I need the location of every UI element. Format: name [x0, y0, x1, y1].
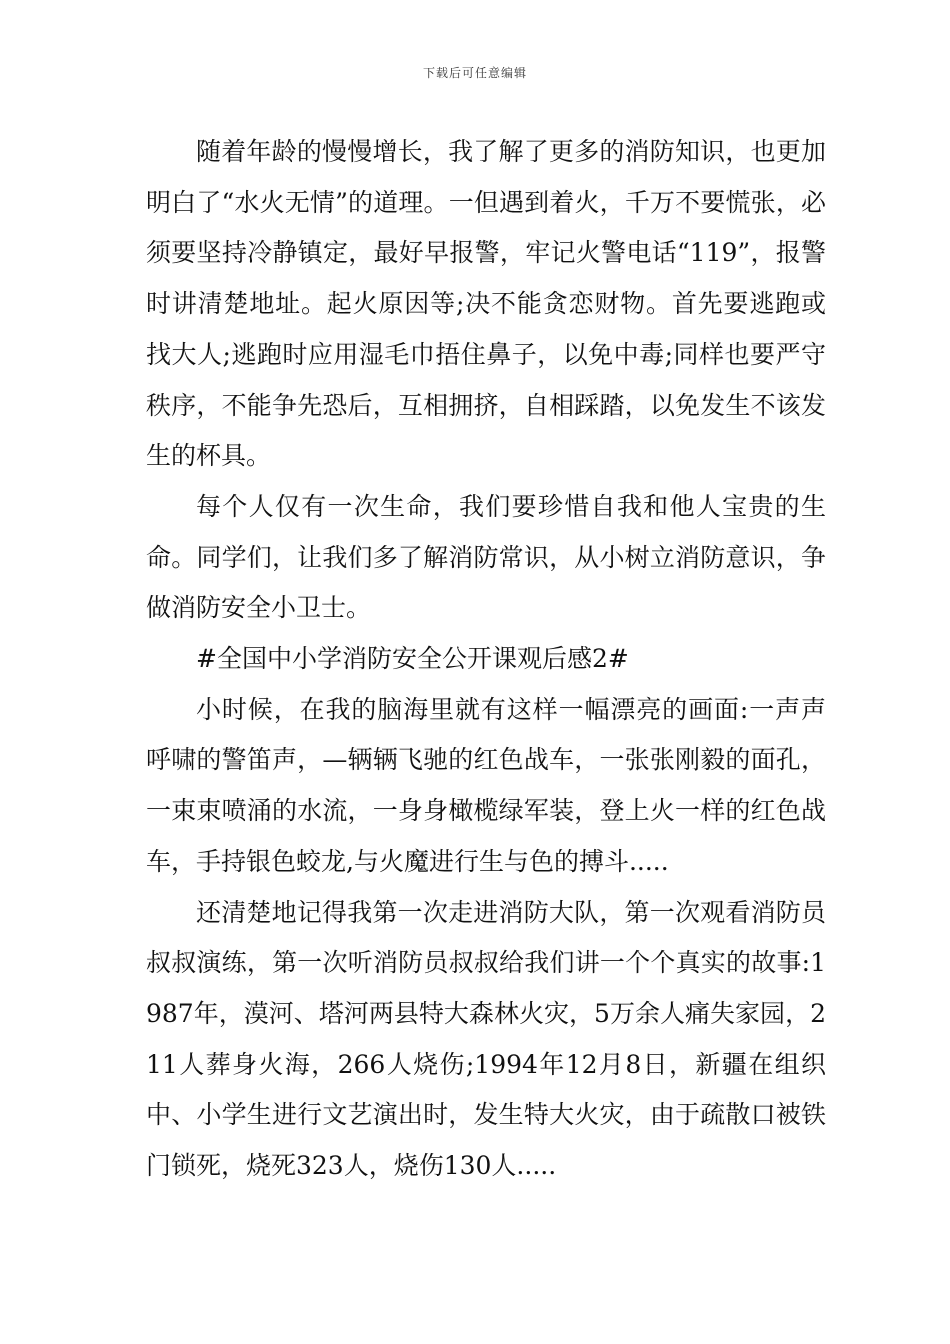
section-heading: #全国中小学消防安全公开课观后感2# [196, 644, 629, 674]
paragraph-cherish-life: 每个人仅有一次生命，我们要珍惜自我和他人宝贵的生命。同学们，让我们多了解消防常识，从小树立消防意识，争做消防安全小卫士。 [146, 491, 826, 623]
paragraph-fire-brigade-visit: 还清楚地记得我第一次走进消防大队，第一次观看消防员叔叔演练，第一次听消防员叔叔给我们讲一个个真实的故事:1987年，漠河、塔河两县特大森林火灾，5万余人痛失家园，211人葬身火海，266人烧伤;1994年12月8日，新疆在组织中、小学生进行文艺演出时，发生特大火灾，由于疏散口被铁门锁死，烧死323人，烧伤130人..... [146, 897, 826, 1181]
paragraph-fire-safety-knowledge: 随着年龄的慢慢增长，我了解了更多的消防知识，也更加明白了“水火无情”的道理。一但遇到着火，千万不要慌张，必须要坚持冷静镇定，最好早报警，牢记火警电话“119”，报警时讲清楚地址。起火原因等;决不能贪恋财物。首先要逃跑或找大人;逃跑时应用湿毛巾捂住鼻子，以免中毒;同样也要严守秩序，不能争先恐后，互相拥挤，自相踩踏，以免发生不该发生的杯具。 [146, 137, 826, 471]
paragraph-childhood-memory: 小时候，在我的脑海里就有这样一幅漂亮的画面:一声声呼啸的警笛声，—辆辆飞驰的红色战车，一张张刚毅的面孔，一束束喷涌的水流，一身身橄榄绿军装，登上火一样的红色战车，手持银色蛟龙,与火魔进行生与色的搏斗..... [146, 694, 826, 876]
document-body [146, 127, 826, 1192]
page-header-note: 下载后可任意编辑 [422, 66, 527, 80]
